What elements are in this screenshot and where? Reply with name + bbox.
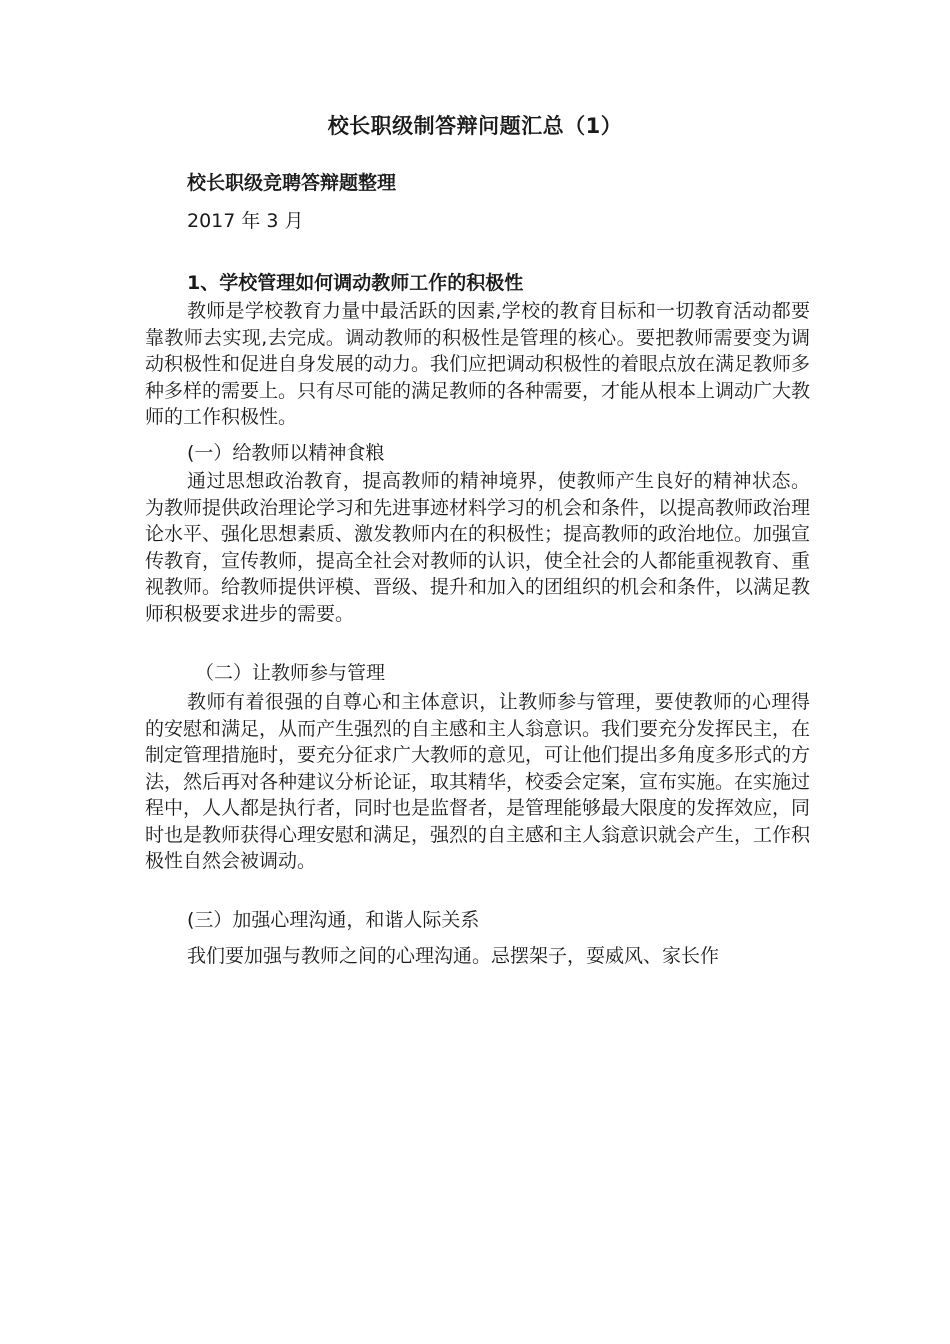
section-heading: 1、学校管理如何调动教师工作的积极性 <box>187 272 524 294</box>
paragraph-4: 我们要加强与教师之间的心理沟通。忌摆架子，耍威风、家长作 <box>187 945 720 967</box>
subheading-3: (三）加强心理沟通，和谐人际关系 <box>187 909 480 931</box>
paragraph-3: 教师有着很强的自尊心和主体意识，让教师参与管理，要使教师的心理得的安慰和满足，从而产生强烈的自主感和主人翁意识。我们要充分发挥民主，在制定管理措施时，要充分征求广大教师的意见，可让他们提出多角度多形式的方法，然后再对各种建议分析论证，取其精华，校委会定案，宣布实施。在实施过程中，人人都是执行者，同时也是监督者，是管理能够最大限度的发挥效应，同时也是教师获得心理安慰和满足，强烈的自主感和主人翁意识就会产生，工作积极性自然会被调动。 <box>145 691 811 872</box>
paragraph-1: 教师是学校教育力量中最活跃的因素,学校的教育目标和一切教育活动都要靠教师去实现,去完成。调动教师的积极性是管理的核心。要把教师需要变为调动积极性和促进自身发展的动力。我们应把调动积极性的着眼点放在满足教师多种多样的需要上。只有尽可能的满足教师的各种需要，才能从根本上调动广大教师的工作积极性。 <box>145 300 811 428</box>
paragraph-2: 通过思想政治教育，提高教师的精神境界，使教师产生良好的精神状态。为教师提供政治理论学习和先进事迹材料学习的机会和条件，以提高教师政治理论水平、强化思想素质、激发教师内在的积极性；提高教师的政治地位。加强宣传教育，宣传教师，提高全社会对教师的认识，使全社会的人都能重视教育、重视教师。给教师提供评模、晋级、提升和加入的团组织的机会和条件，以满足教师积极要求进步的需要。 <box>145 470 811 625</box>
document-date: 2017 年 3 月 <box>187 210 304 232</box>
subheading-1: (一）给教师以精神食粮 <box>187 442 385 464</box>
document-title: 校长职级制答辩问题汇总（1） <box>327 114 623 138</box>
subheading-2: （二）让教师参与管理 <box>195 662 386 684</box>
document-subtitle: 校长职级竞聘答辩题整理 <box>187 172 397 194</box>
